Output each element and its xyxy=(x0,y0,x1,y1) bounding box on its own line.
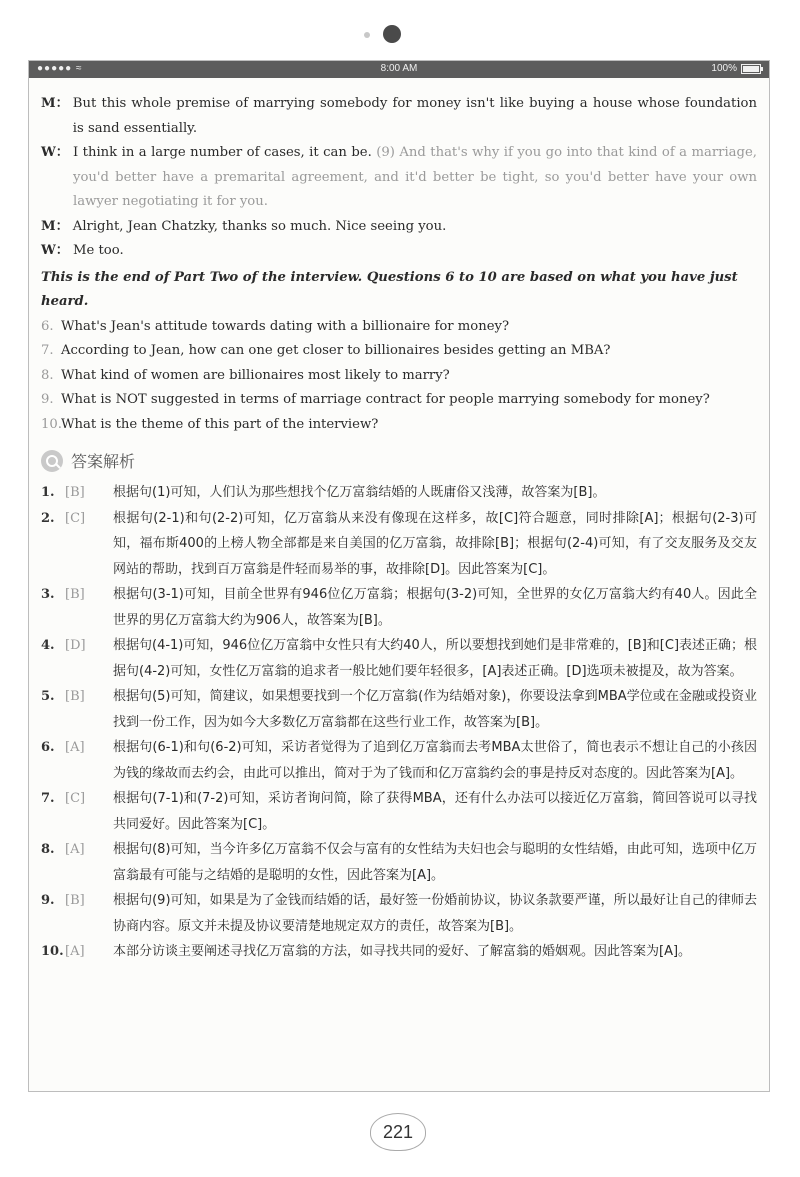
device-screen xyxy=(28,60,770,1092)
speaker: W： xyxy=(41,145,69,160)
answer-key: [D] xyxy=(65,638,86,653)
answers-title: 答案解析 xyxy=(71,452,136,471)
answer-item xyxy=(41,480,757,506)
question-text: What is the theme of this part of the interview? xyxy=(61,416,379,432)
answer-number: 5. xyxy=(41,689,55,704)
question-list xyxy=(41,315,757,438)
answer-number: 3. xyxy=(41,587,55,602)
answer-item xyxy=(41,684,757,735)
answer-number: 4. xyxy=(41,638,55,653)
status-bar xyxy=(29,61,769,78)
question-text: What is NOT suggested in terms of marriage contract for people marrying somebody for money? xyxy=(61,392,710,407)
dialogue-text-main: Alright, Jean Chatzky, thanks so much. Nice seeing you. xyxy=(72,218,447,234)
signal-indicator: ●●●●● ≈ xyxy=(37,63,83,74)
status-time: 8:00 AM xyxy=(380,63,418,74)
question-item xyxy=(41,364,757,389)
answer-item xyxy=(41,888,757,939)
answer-explanation: 根据句(5)可知，简建议，如果想要找到一个亿万富翁(作为结婚对象)，你要设法拿到MBA学位或在金融或投资业找到一份工作，因为如今大多数亿万富翁都在这些行业工作，故答案为[B]。 xyxy=(113,689,757,730)
speaker: M： xyxy=(41,96,69,111)
answer-number: 6. xyxy=(41,740,55,755)
answer-explanation: 根据句(8)可知，当今许多亿万富翁不仅会与富有的女性结为夫妇也会与聪明的女性结婚，由此可知，选项中亿万富翁最有可能与之结婚的是聪明的女性，因此答案为[A]。 xyxy=(113,842,757,883)
answer-number: 1. xyxy=(41,485,55,500)
dialogue-line xyxy=(41,141,757,215)
answer-list xyxy=(41,480,757,965)
question-item xyxy=(41,388,757,413)
answer-key: [C] xyxy=(65,791,86,806)
answer-explanation: 本部分访谈主要阐述寻找亿万富翁的方法，如寻找共同的爱好、了解富翁的婚姻观。因此答案为[A]。 xyxy=(113,944,692,959)
answer-key: [B] xyxy=(65,689,85,704)
device-camera xyxy=(0,25,800,45)
question-item xyxy=(41,413,757,438)
speaker: W： xyxy=(41,243,69,258)
dialogue-line xyxy=(41,239,757,264)
dialogue-line xyxy=(41,215,757,240)
question-text: According to Jean, how can one get closer to billionaires besides getting an MBA? xyxy=(61,343,611,358)
question-number: 9. xyxy=(41,392,54,407)
answer-number: 2. xyxy=(41,510,55,526)
sensor-dot xyxy=(364,32,370,38)
answer-item xyxy=(41,939,757,965)
question-number: 8. xyxy=(41,367,54,383)
dialogue-text xyxy=(73,92,757,141)
magnifier-icon xyxy=(41,450,63,472)
answer-explanation: 根据句(2-1)和句(2-2)可知，亿万富翁从来没有像现在这样多，故[C]符合题意，同时排除[A]；根据句(2-3)可知，福布斯400的上榜人物全部都是来自美国的亿万富翁，故排除[B]；根据句(2-4)可知，有了交友服务及交友网站的帮助，找到百万富翁是件轻而易举的事，故排除[D]。因此答案为[C]。 xyxy=(113,510,757,577)
answer-explanation: 根据句(7-1)和(7-2)可知，采访者询问简，除了获得MBA，还有什么办法可以接近亿万富翁，简回答说可以寻找共同爱好。因此答案为[C]。 xyxy=(113,791,757,832)
answer-key: [A] xyxy=(65,944,85,959)
battery-status xyxy=(711,63,761,74)
page-number: 221 xyxy=(370,1113,426,1151)
dialogue-text xyxy=(73,141,757,215)
answer-explanation: 根据句(4-1)可知，946位亿万富翁中女性只有大约40人，所以要想找到她们是非常难的，[B]和[C]表述正确；根据句(4-2)可知，女性亿万富翁的追求者一般比她们要年轻很多，[A]表述正确。[D]选项未被提及，故为答案。 xyxy=(113,638,758,679)
answer-key: [A] xyxy=(65,740,85,755)
speaker: M： xyxy=(41,218,69,234)
answer-number: 7. xyxy=(41,791,55,806)
answer-item xyxy=(41,786,757,837)
page-content xyxy=(29,78,769,965)
battery-percent: 100% xyxy=(711,63,737,74)
dialogue-text-main: Me too. xyxy=(73,243,124,258)
question-text: What kind of women are billionaires most likely to marry? xyxy=(61,367,450,383)
dialogue-text-main: But this whole premise of marrying somebody for money isn't like buying a house whose foundation is sand essentially. xyxy=(72,96,757,136)
camera-lens xyxy=(383,25,401,43)
answer-key: [C] xyxy=(65,510,86,526)
answer-key: [B] xyxy=(65,587,85,602)
answer-item xyxy=(41,633,757,684)
question-item xyxy=(41,315,757,340)
question-item xyxy=(41,339,757,364)
answer-key: [B] xyxy=(65,485,85,500)
question-text: What's Jean's attitude towards dating with a billionaire for money? xyxy=(61,318,510,334)
answer-number: 10. xyxy=(41,944,64,959)
answer-explanation: 根据句(3-1)可知，目前全世界有946位亿万富翁；根据句(3-2)可知，全世界的女亿万富翁大约有40人。因此全世界的男亿万富翁大约为906人，故答案为[B]。 xyxy=(113,587,757,628)
answer-item xyxy=(41,582,757,633)
dialogue-text-main: I think in a large number of cases, it can be. xyxy=(73,145,372,160)
answer-item xyxy=(41,506,757,583)
answer-explanation: 根据句(1)可知，人们认为那些想找个亿万富翁结婚的人既庸俗又浅薄，故答案为[B]。 xyxy=(113,485,606,500)
answers-header xyxy=(41,449,757,472)
dialogue-text-highlight: (9) And that's why if you go into that kind of a marriage, you'd better have a premarital agreement, and it'd better be tight, so you'd better have your own lawyer negotiating it for you. xyxy=(73,145,757,209)
answer-key: [B] xyxy=(65,893,85,908)
section-instruction: This is the end of Part Two of the interview. Questions 6 to 10 are based on what you have just heard. xyxy=(41,269,738,309)
answer-explanation: 根据句(9)可知，如果是为了金钱而结婚的话，最好签一份婚前协议，协议条款要严谨，所以最好让自己的律师去协商内容。原文并未提及协议要清楚地规定双方的责任，故答案为[B]。 xyxy=(113,893,757,934)
dialogue-text xyxy=(73,215,757,240)
answer-item xyxy=(41,837,757,888)
question-number: 7. xyxy=(41,343,54,358)
question-number: 6. xyxy=(41,318,54,334)
dialogue-line xyxy=(41,92,757,141)
answer-number: 9. xyxy=(41,893,55,908)
battery-icon xyxy=(741,64,761,74)
dialogue xyxy=(41,92,757,264)
answer-number: 8. xyxy=(41,842,55,857)
dialogue-text xyxy=(73,239,757,264)
question-number: 10. xyxy=(41,416,62,432)
answer-item xyxy=(41,735,757,786)
answer-explanation: 根据句(6-1)和句(6-2)可知，采访者觉得为了追到亿万富翁而去考MBA太世俗了，简也表示不想让自己的小孩因为钱的缘故而去约会，由此可以推出，简对于为了钱而和亿万富翁约会的事是持反对态度的。因此答案为[A]。 xyxy=(113,740,757,781)
answer-key: [A] xyxy=(65,842,85,857)
